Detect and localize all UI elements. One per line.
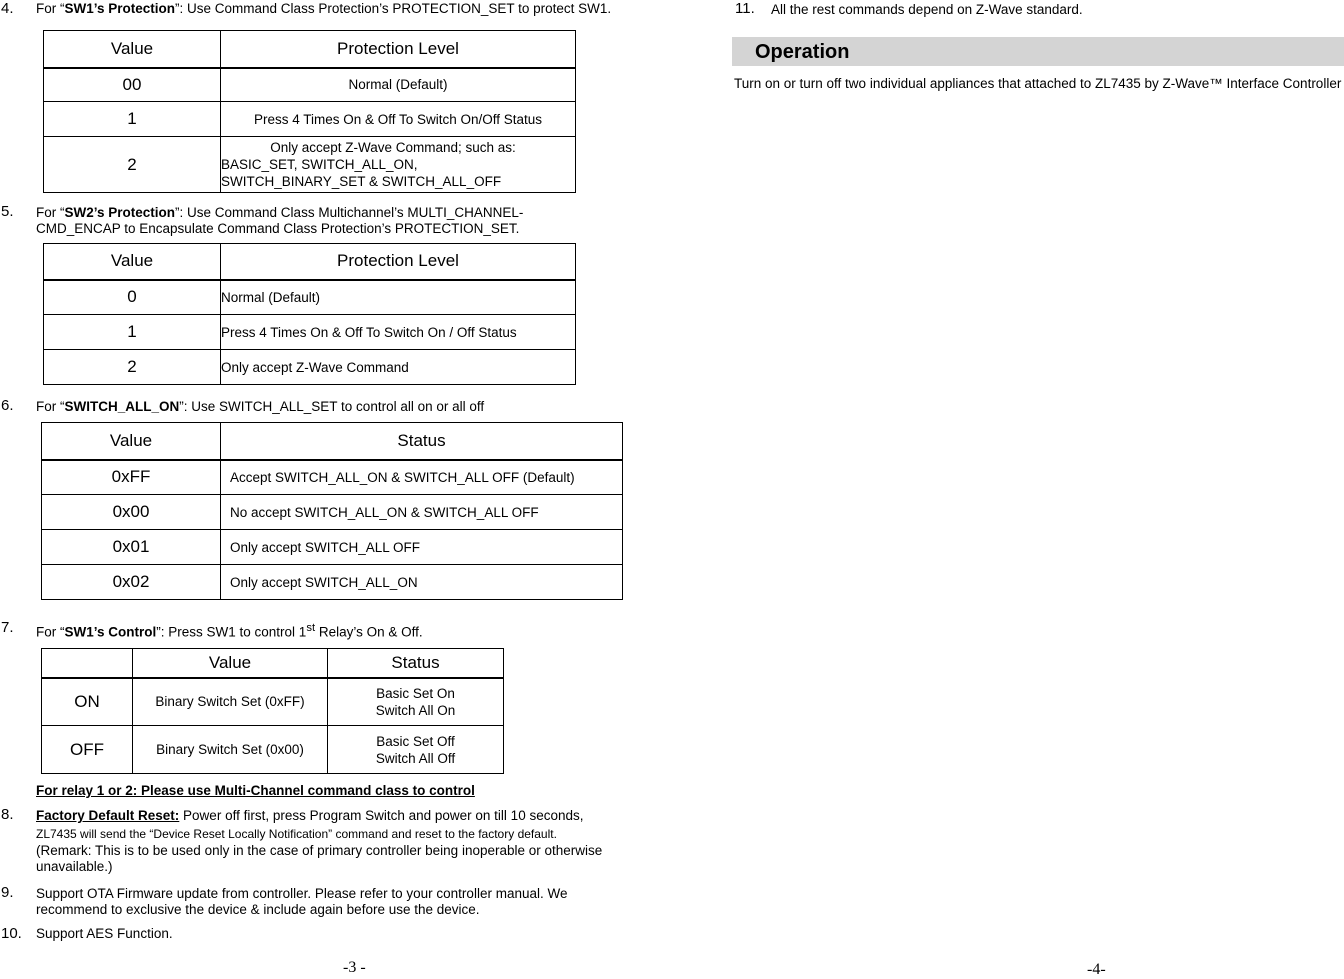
table-cell-value: 2 xyxy=(44,137,221,193)
table-cell-desc: Normal (Default) xyxy=(221,68,576,102)
item-8-number: 8. xyxy=(1,806,14,823)
table-cell-value: 2 xyxy=(44,350,221,385)
table-header: Value xyxy=(133,649,328,678)
protection-table-sw1 xyxy=(43,30,576,193)
item-9-line1: Support OTA Firmware update from controller. Please refer to your controller manual. We xyxy=(36,886,568,901)
desc-line: SWITCH_BINARY_SET & SWITCH_ALL_OFF xyxy=(221,174,502,189)
item-11-number: 11. xyxy=(735,0,755,17)
item-7-suffix: Relay’s On & Off. xyxy=(315,624,423,640)
table-row xyxy=(42,678,504,726)
item-6-suffix: ”: Use SWITCH_ALL_SET to control all on or all off xyxy=(179,399,485,414)
item-8-line1: Power off first, press Program Switch and power on till 10 seconds, xyxy=(179,808,584,823)
item-7-bold: SW1’s Control xyxy=(64,624,157,640)
desc-line: Only accept Z-Wave Command; such as: xyxy=(270,140,516,155)
table-cell-desc: Only accept SWITCH_ALL OFF xyxy=(221,530,623,565)
table-row xyxy=(42,565,623,600)
table-row xyxy=(44,315,576,350)
table-cell-value: 0x00 xyxy=(42,495,221,530)
table-row xyxy=(44,350,576,385)
item-5-bold: SW2’s Protection xyxy=(64,205,176,220)
table-row xyxy=(42,495,623,530)
item-5-prefix: For “ xyxy=(36,205,65,220)
item-4-text xyxy=(36,1,611,17)
item-10-number: 10. xyxy=(1,925,22,942)
table-row xyxy=(44,137,576,193)
table-header: Protection Level xyxy=(221,31,576,68)
table-cell-status xyxy=(328,726,504,774)
sw1-control-table xyxy=(41,648,504,774)
table-header: Value xyxy=(44,244,221,280)
item-7-sup: st xyxy=(306,622,316,634)
table-row xyxy=(44,102,576,137)
table-cell-value: 0 xyxy=(44,280,221,315)
item-5-suffix: ”: Use Command Class Multichannel’s MULTI_CHANNEL- xyxy=(175,205,524,220)
table-cell-value: Binary Switch Set (0x00) xyxy=(133,726,328,774)
item-6-prefix: For “ xyxy=(36,399,65,414)
item-8-title: Factory Default Reset: xyxy=(36,808,180,823)
table-cell-desc: No accept SWITCH_ALL_ON & SWITCH_ALL OFF xyxy=(221,495,623,530)
item-5-text xyxy=(36,205,523,237)
table-header: Status xyxy=(328,649,504,678)
table-cell-desc: Press 4 Times On & Off To Switch On / Off Status xyxy=(221,315,576,350)
item-7-mid: ”: Press SW1 to control 1 xyxy=(156,624,307,640)
item-7-note: For relay 1 or 2: Please use Multi-Channel command class to control xyxy=(36,783,475,798)
table-header: Protection Level xyxy=(221,244,576,280)
table-cell-value: 1 xyxy=(44,315,221,350)
switch-all-table xyxy=(41,422,623,600)
table-cell-desc: Press 4 Times On & Off To Switch On/Off Status xyxy=(221,102,576,137)
item-10-text: Support AES Function. xyxy=(36,926,173,941)
table-cell-desc: Only accept SWITCH_ALL_ON xyxy=(221,565,623,600)
item-6-bold: SWITCH_ALL_ON xyxy=(64,399,180,414)
table-cell-value: 0x02 xyxy=(42,565,221,600)
desc-line: BASIC_SET, SWITCH_ALL_ON, xyxy=(221,157,418,172)
table-cell-value: 0xFF xyxy=(42,460,221,495)
item-8-text xyxy=(36,808,583,824)
table-header: Value xyxy=(44,31,221,68)
item-4-number: 4. xyxy=(1,0,14,17)
table-cell-desc: Accept SWITCH_ALL_ON & SWITCH_ALL OFF (Default) xyxy=(221,460,623,495)
item-4-suffix: ”: Use Command Class Protection’s PROTECTION_SET to protect SW1. xyxy=(175,1,612,16)
table-header xyxy=(42,649,133,678)
table-cell-value: 0x01 xyxy=(42,530,221,565)
protection-table-sw2 xyxy=(43,243,576,385)
status-line: Basic Set On xyxy=(376,685,455,701)
table-cell-value: Binary Switch Set (0xFF) xyxy=(133,678,328,726)
status-line: Switch All Off xyxy=(375,750,456,766)
page-number-left: -3 - xyxy=(343,959,366,976)
table-row xyxy=(42,726,504,774)
item-5-line2: CMD_ENCAP to Encapsulate Command Class Protection’s PROTECTION_SET. xyxy=(36,221,520,236)
table-cell-desc: Normal (Default) xyxy=(221,280,576,315)
table-cell-value: 1 xyxy=(44,102,221,137)
table-row xyxy=(44,280,576,315)
operation-text: Turn on or turn off two individual appliances that attached to ZL7435 by Z-Wave™ Interface Controller xyxy=(734,76,1342,91)
item-7-prefix: For “ xyxy=(36,624,65,640)
table-cell-desc xyxy=(221,137,576,193)
table-cell-desc: Only accept Z-Wave Command xyxy=(221,350,576,385)
table-row xyxy=(42,460,623,495)
table-cell-status xyxy=(328,678,504,726)
status-line: Basic Set Off xyxy=(376,733,455,749)
item-9-line2: recommend to exclusive the device & include again before use the device. xyxy=(36,902,480,917)
item-4-prefix: For “ xyxy=(36,1,65,16)
table-cell-label: ON xyxy=(42,678,133,726)
item-9-number: 9. xyxy=(1,884,14,901)
table-header: Status xyxy=(221,423,623,460)
item-5-number: 5. xyxy=(1,203,14,220)
item-11-text: All the rest commands depend on Z-Wave standard. xyxy=(771,2,1083,17)
table-row xyxy=(44,68,576,102)
operation-title: Operation xyxy=(755,41,850,63)
item-7-text xyxy=(36,620,423,641)
status-line: Switch All On xyxy=(375,702,456,718)
table-row xyxy=(42,530,623,565)
page-number-right: -4- xyxy=(1087,961,1106,978)
table-cell-value: 00 xyxy=(44,68,221,102)
item-8-line4: unavailable.) xyxy=(36,859,113,874)
item-7-number: 7. xyxy=(1,619,14,636)
table-cell-label: OFF xyxy=(42,726,133,774)
item-8-line3: (Remark: This is to be used only in the case of primary controller being inoperable or otherwise xyxy=(36,843,603,858)
table-header: Value xyxy=(42,423,221,460)
item-8-line2: ZL7435 will send the “Device Reset Locally Notification” command and reset to the factory default. xyxy=(36,827,557,841)
item-6-number: 6. xyxy=(1,397,14,414)
item-6-text xyxy=(36,399,484,415)
item-4-bold: SW1’s Protection xyxy=(64,1,176,16)
